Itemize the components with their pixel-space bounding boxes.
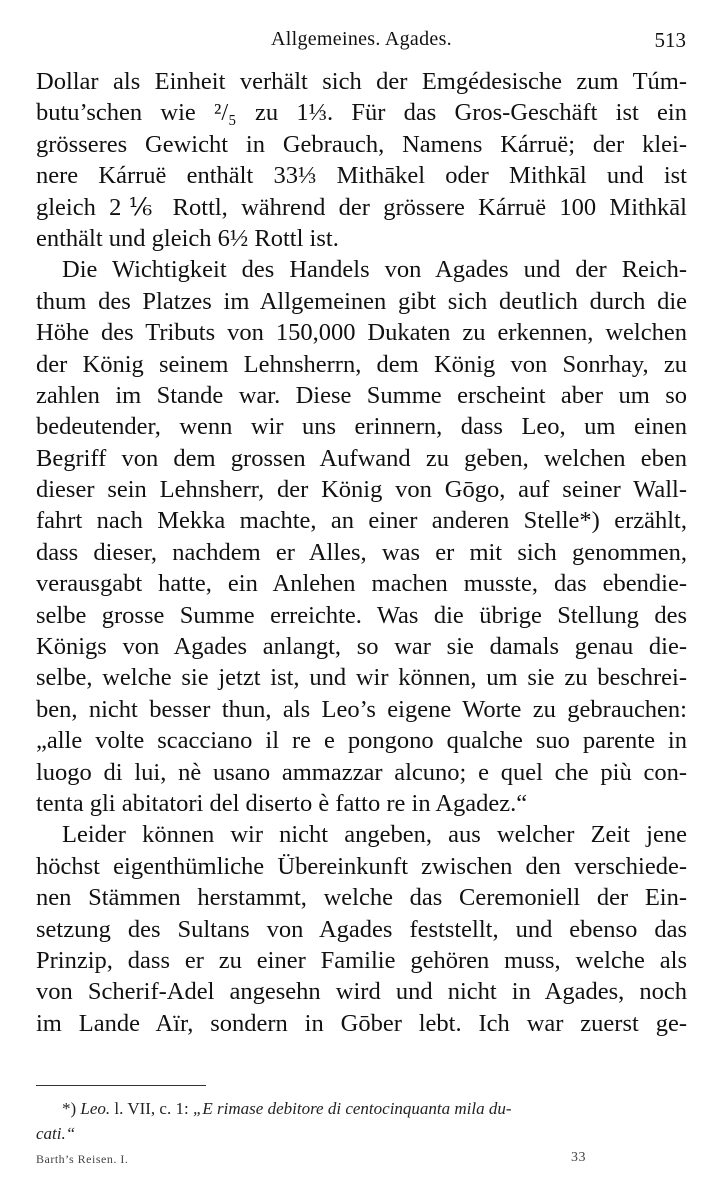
paragraph-start-line: Die Wichtigkeit des Handels von Agades und der Reich- — [62, 256, 687, 284]
page-header — [36, 28, 686, 58]
footnote — [36, 1096, 687, 1146]
text-line: von Scherif-Adel angesehn wird und nicht in Agades, noch — [36, 978, 687, 1006]
text-line: gleich 2⅙ Rottl, während der grössere Kárruë 100 Mithkāl — [36, 193, 687, 221]
text-line: der König seinem Lehnsherrn, dem König von Sonrhay, zu — [36, 350, 687, 378]
footnote-source: Leo. — [80, 1099, 111, 1118]
text-line: grösseres Gewicht in Gebrauch, Namens Kárruë; der klei- — [36, 130, 687, 158]
text-line: butu’schen wie ²/₅ zu 1⅓. Für das Gros-Geschäft ist ein — [36, 99, 687, 127]
page-number: 513 — [654, 28, 686, 52]
text-line: verausgabt hatte, ein Anlehen machen musste, das ebendie- — [36, 570, 687, 598]
text-line: Königs von Agades anlangt, so war sie damals genau die- — [36, 633, 687, 661]
text-line: zahlen im Stande war. Diese Summe erscheint aber um so — [36, 381, 687, 409]
text-line: dieser sein Lehnsherr, der König von Gōgo, auf seiner Wall- — [36, 476, 687, 504]
text-line: bedeutender, wenn wir uns erinnern, dass Leo, um einen — [36, 413, 687, 441]
signature-mark: Barth’s Reisen. I. — [36, 1152, 129, 1166]
text-line: selbe, welche sie jetzt ist, und wir können, um sie zu beschrei- — [36, 664, 687, 692]
text-line: Prinzip, dass er zu einer Familie gehören muss, welche als — [36, 946, 687, 974]
text-line: Dollar als Einheit verhält sich der Emgédesische zum Túm- — [36, 68, 687, 95]
footnote-marker: *) — [62, 1099, 77, 1118]
text-line: dass dieser, nachdem er Alles, was er mit sich genommen, — [36, 538, 687, 566]
text-line: ben, nicht besser thun, als Leo’s eigene Worte zu gebrauchen: — [36, 695, 687, 723]
body-text — [36, 66, 687, 1039]
text-line: Begriff von dem grossen Aufwand zu geben, welchen eben — [36, 444, 687, 472]
printer-signature — [36, 1152, 666, 1172]
footnote-quote: „E rimase debitore di centocinquanta mila du- — [192, 1099, 512, 1118]
text-line: selbe grosse Summe erreichte. Was die übrige Stellung des — [36, 601, 687, 629]
text-line: tenta gli abitatori del diserto è fatto re in Agadez.“ — [36, 789, 528, 817]
text-line: Höhe des Tributs von 150,000 Dukaten zu erkennen, welchen — [36, 319, 687, 347]
text-line: enthält und gleich 6½ Rottl ist. — [36, 224, 339, 252]
footnote-line — [36, 1121, 687, 1146]
text-line: nere Kárruë enthält 33⅓ Mithākel oder Mithkāl und ist — [36, 162, 687, 190]
text-line: thum des Platzes im Allgemeinen gibt sich deutlich durch die — [36, 287, 687, 315]
footnote-line — [36, 1096, 687, 1121]
text-line: fahrt nach Mekka machte, an einer anderen Stelle*) erzählt, — [36, 507, 687, 535]
footnote-reference: l. VII, c. 1: — [114, 1099, 189, 1118]
text-line: höchst eigenthümliche Übereinkunft zwischen den verschiede- — [36, 852, 687, 880]
footnote-quote-end: cati.“ — [36, 1124, 76, 1143]
paragraph-start-line: Leider können wir nicht angeben, aus welcher Zeit jene — [62, 821, 687, 849]
text-line: im Lande Aïr, sondern in Gōber lebt. Ich war zuerst ge- — [36, 1009, 687, 1037]
running-title: Allgemeines. Agades. — [271, 28, 452, 50]
footnote-divider — [36, 1085, 206, 1086]
text-line: luogo di lui, nè usano ammazzar alcuno; e quel che più con- — [36, 758, 687, 786]
text-line: „alle volte scacciano il re e pongono qualche suo parente in — [36, 727, 687, 755]
text-line: setzung des Sultans von Agades feststellt, und ebenso das — [36, 915, 687, 943]
sheet-number: 33 — [571, 1150, 586, 1165]
text-line: nen Stämmen herstammt, welche das Ceremoniell der Ein- — [36, 884, 687, 912]
